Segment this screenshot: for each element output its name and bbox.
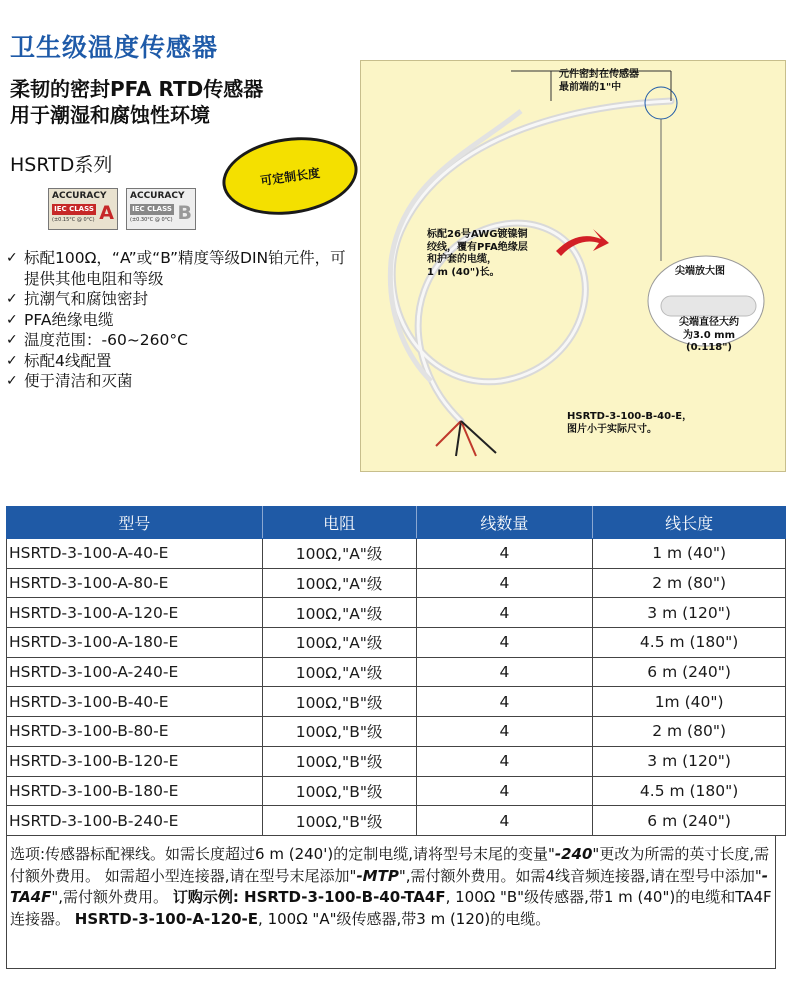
accuracy-badge-a (48, 188, 118, 230)
table-row (7, 687, 786, 717)
iec-class-label: IEC CLASS (130, 204, 174, 215)
cell-resistance: 100Ω,"B"级 (262, 806, 416, 836)
cell-resistance: 100Ω,"B"级 (262, 717, 416, 747)
feature-item (6, 289, 351, 310)
cell-wire-length: 6 m (240") (593, 657, 786, 687)
order-example-model: HSRTD-3-100-A-120-E (74, 909, 259, 928)
feature-item (6, 351, 351, 372)
note-text: "更改为所需的英寸长度,需付额外费用。 如需超小型连接器,请在型号末尾添加" (10, 845, 770, 885)
cell-model: HSRTD-3-100-B-120-E (7, 746, 263, 776)
feature-item (6, 248, 351, 289)
note-variable: -240 (554, 845, 593, 863)
feature-list (6, 248, 351, 392)
cell-wire-count: 4 (416, 776, 593, 806)
cell-model: HSRTD-3-100-A-80-E (7, 568, 263, 598)
table-row (7, 776, 786, 806)
accuracy-word: ACCURACY (130, 191, 185, 201)
product-subtitle (10, 76, 263, 128)
feature-text: 抗潮气和腐蚀密封 (24, 290, 149, 308)
cell-wire-count: 4 (416, 717, 593, 747)
checkmark-icon: ✓ (6, 373, 18, 389)
cell-wire-length: 1 m (40") (593, 539, 786, 569)
note-suffix-mtp: -MTP (356, 866, 399, 885)
accuracy-range: (±0.15°C @ 0°C) (52, 217, 95, 223)
accuracy-word: ACCURACY (52, 191, 107, 201)
cell-wire-length: 3 m (120") (593, 746, 786, 776)
table-row (7, 746, 786, 776)
cell-resistance: 100Ω,"B"级 (262, 687, 416, 717)
column-header-model: 型号 (7, 507, 263, 539)
cell-wire-count: 4 (416, 746, 593, 776)
cell-wire-count: 4 (416, 568, 593, 598)
cell-wire-length: 2 m (80") (593, 568, 786, 598)
cell-wire-length: 2 m (80") (593, 717, 786, 747)
cell-resistance: 100Ω,"A"级 (262, 657, 416, 687)
annotation-wire-spec: 标配26号AWG镀镍铜 绞线，覆有PFA绝缘层 和护套的电缆， 1 m (40")长。 (427, 229, 528, 278)
iec-class-label: IEC CLASS (52, 204, 96, 215)
table-row (7, 657, 786, 687)
cell-model: HSRTD-3-100-A-40-E (7, 539, 263, 569)
cell-model: HSRTD-3-100-A-120-E (7, 598, 263, 628)
options-note (6, 835, 776, 969)
photo-caption: HSRTD-3-100-B-40-E， 图片小于实际尺寸。 (567, 411, 693, 435)
cell-model: HSRTD-3-100-B-80-E (7, 717, 263, 747)
cell-resistance: 100Ω,"B"级 (262, 746, 416, 776)
checkmark-icon: ✓ (6, 291, 18, 307)
subtitle-line-2: 用于潮湿和腐蚀性环境 (10, 103, 210, 127)
table-row (7, 628, 786, 658)
note-text: , 100Ω "A"级传感器,带3 m (120)的电缆。 (258, 909, 551, 928)
cell-model: HSRTD-3-100-B-240-E (7, 806, 263, 836)
cell-model: HSRTD-3-100-B-40-E (7, 687, 263, 717)
cell-wire-count: 4 (416, 806, 593, 836)
accuracy-range: (±0.30°C @ 0°C) (130, 217, 173, 223)
cell-resistance: 100Ω,"B"级 (262, 776, 416, 806)
product-photo (360, 60, 786, 472)
checkmark-icon: ✓ (6, 352, 18, 369)
checkmark-icon: ✓ (6, 332, 18, 348)
column-header-resistance: 电阻 (262, 507, 416, 539)
table-row (7, 717, 786, 747)
order-example-label: 订购示例: HSRTD-3-100-B-40-TA4F (172, 888, 446, 906)
note-text: 选项:传感器标配裸线。如需长度超过6 m (240')的定制电缆,请将型号末尾的变量" (10, 845, 555, 863)
page-title: 卫生级温度传感器 (10, 33, 219, 62)
accuracy-grade: A (99, 202, 114, 224)
checkmark-icon: ✓ (6, 311, 18, 328)
cell-wire-count: 4 (416, 687, 593, 717)
note-text: , 100Ω "B"级传感器,带1 m (40")的电缆和TA4F连接器。 (10, 888, 772, 928)
cell-wire-length: 3 m (120") (593, 598, 786, 628)
cell-resistance: 100Ω,"A"级 (262, 628, 416, 658)
table-row (7, 539, 786, 569)
annotation-tip-diameter: 尖端直径大约 为3.0 mm (0.118") (679, 317, 739, 353)
subtitle-line-1: 柔韧的密封PFA RTD传感器 (10, 77, 264, 101)
cell-wire-count: 4 (416, 657, 593, 687)
cell-model: HSRTD-3-100-A-180-E (7, 628, 263, 658)
spec-table (6, 506, 786, 836)
table-row (7, 568, 786, 598)
cell-resistance: 100Ω,"A"级 (262, 539, 416, 569)
feature-text: 标配4线配置 (24, 351, 112, 370)
cell-wire-length: 4.5 m (180") (593, 628, 786, 658)
cell-wire-length: 1m (40") (593, 687, 786, 717)
cell-model: HSRTD-3-100-A-240-E (7, 657, 263, 687)
feature-text: 温度范围：-60~260°C (24, 331, 188, 349)
checkmark-icon: ✓ (6, 250, 18, 266)
custom-length-text: 可定制长度 (259, 165, 321, 188)
accuracy-badge-b (126, 188, 196, 230)
column-header-wire-count: 线数量 (416, 507, 593, 539)
table-header-row (7, 507, 786, 539)
feature-text: 便于清洁和灭菌 (24, 372, 133, 390)
custom-length-badge (217, 129, 362, 223)
cell-resistance: 100Ω,"A"级 (262, 598, 416, 628)
note-text: ",需付额外费用。如需4线音频连接器,请在型号中添加" (398, 866, 762, 885)
table-row (7, 806, 786, 836)
feature-item (6, 371, 351, 392)
cell-wire-count: 4 (416, 598, 593, 628)
feature-item (6, 310, 351, 331)
cell-wire-count: 4 (416, 539, 593, 569)
cell-wire-length: 6 m (240") (593, 806, 786, 836)
accuracy-grade: B (177, 202, 192, 224)
feature-text: 标配100Ω，“A”或“B”精度等级DIN铂元件，可提供其他电阻和等级 (24, 249, 346, 288)
annotation-element-seal: 元件密封在传感器 最前端的1"中 (559, 69, 639, 93)
column-header-wire-length: 线长度 (593, 507, 786, 539)
series-name: HSRTD系列 (10, 154, 113, 176)
cell-wire-count: 4 (416, 628, 593, 658)
annotation-tip-title: 尖端放大图 (675, 266, 725, 277)
feature-item (6, 330, 351, 351)
cell-wire-length: 4.5 m (180") (593, 776, 786, 806)
note-text: ",需付额外费用。 (51, 888, 173, 906)
note-suffix-ta4f: -TA4F (10, 866, 768, 906)
cell-resistance: 100Ω,"A"级 (262, 568, 416, 598)
cell-model: HSRTD-3-100-B-180-E (7, 776, 263, 806)
table-row (7, 598, 786, 628)
feature-text: PFA绝缘电缆 (24, 310, 114, 329)
